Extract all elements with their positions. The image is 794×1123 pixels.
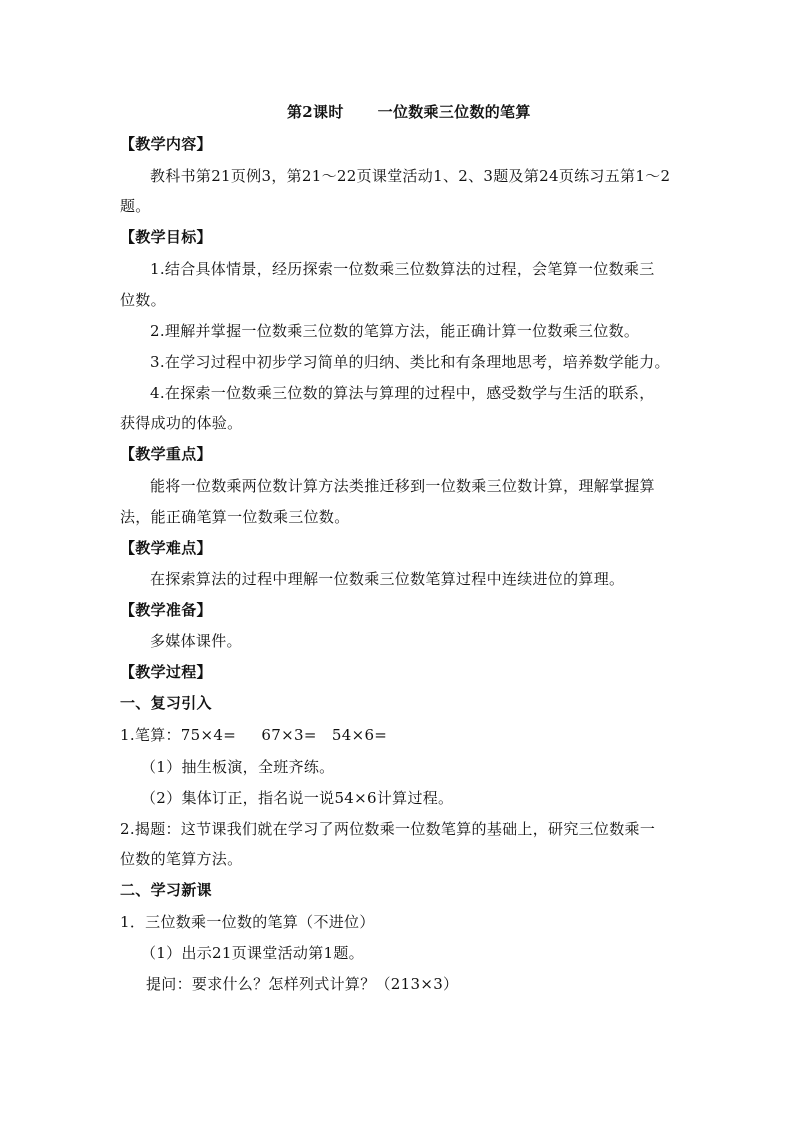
section-heading-goals: 【教学目标】: [120, 228, 212, 246]
part2-line-3: 提问：要求什么？怎样列式计算？（213×3）: [146, 975, 459, 993]
section-heading-preparation: 【教学准备】: [120, 601, 212, 619]
part2-heading: 二、学习新课: [120, 881, 212, 899]
lesson-topic: 一位数乘三位数的笔算: [377, 103, 531, 121]
section-heading-process: 【教学过程】: [120, 663, 212, 681]
part1-line-1: 1.笔算：75×4= 67×3= 54×6=: [120, 726, 388, 744]
part2-line-2: （1）出示21页课堂活动第1题。: [141, 944, 364, 962]
part1-line-5: 位数的笔算方法。: [120, 850, 243, 868]
section-heading-content: 【教学内容】: [120, 135, 212, 153]
part1-line-2: （1）抽生板演，全班齐练。: [141, 758, 335, 776]
difficulties-line-1: 在探索算法的过程中理解一位数乘三位数笔算过程中连续进位的算理。: [150, 570, 625, 588]
section-heading-difficulties: 【教学难点】: [120, 539, 212, 557]
part1-line-3: （2）集体订正，指名说一说54×6计算过程。: [141, 789, 454, 807]
content-line-1: 教科书第21页例3，第21～22页课堂活动1、2、3题及第24页练习五第1～2: [150, 167, 671, 185]
goals-line-3: 2.理解并掌握一位数乘三位数的笔算方法，能正确计算一位数乘三位数。: [150, 322, 640, 340]
part2-line-1: 1．三位数乘一位数的笔算（不进位）: [120, 913, 375, 931]
goals-line-4: 3.在学习过程中初步学习简单的归纳、类比和有条理地思考，培养数学能力。: [150, 353, 670, 371]
goals-line-2: 位数。: [120, 291, 166, 309]
content-line-2: 题。: [120, 197, 151, 215]
part1-heading: 一、复习引入: [120, 694, 212, 712]
section-heading-key-points: 【教学重点】: [120, 445, 212, 463]
goals-line-5: 4.在探索一位数乘三位数的算法与算理的过程中，感受数学与生活的联系，: [150, 384, 655, 402]
lesson-number: 第2课时: [287, 103, 344, 121]
preparation-line-1: 多媒体课件。: [150, 632, 242, 650]
goals-line-6: 获得成功的体验。: [120, 414, 243, 432]
lesson-title: [287, 102, 531, 122]
key-points-line-2: 法，能正确笔算一位数乘三位数。: [120, 508, 350, 526]
goals-line-1: 1.结合具体情景，经历探索一位数乘三位数算法的过程，会笔算一位数乘三: [150, 260, 655, 278]
key-points-line-1: 能将一位数乘两位数计算方法类推迁移到一位数乘三位数计算，理解掌握算: [150, 477, 655, 495]
part1-line-4: 2.揭题：这节课我们就在学习了两位数乘一位数笔算的基础上，研究三位数乘一: [120, 820, 656, 838]
